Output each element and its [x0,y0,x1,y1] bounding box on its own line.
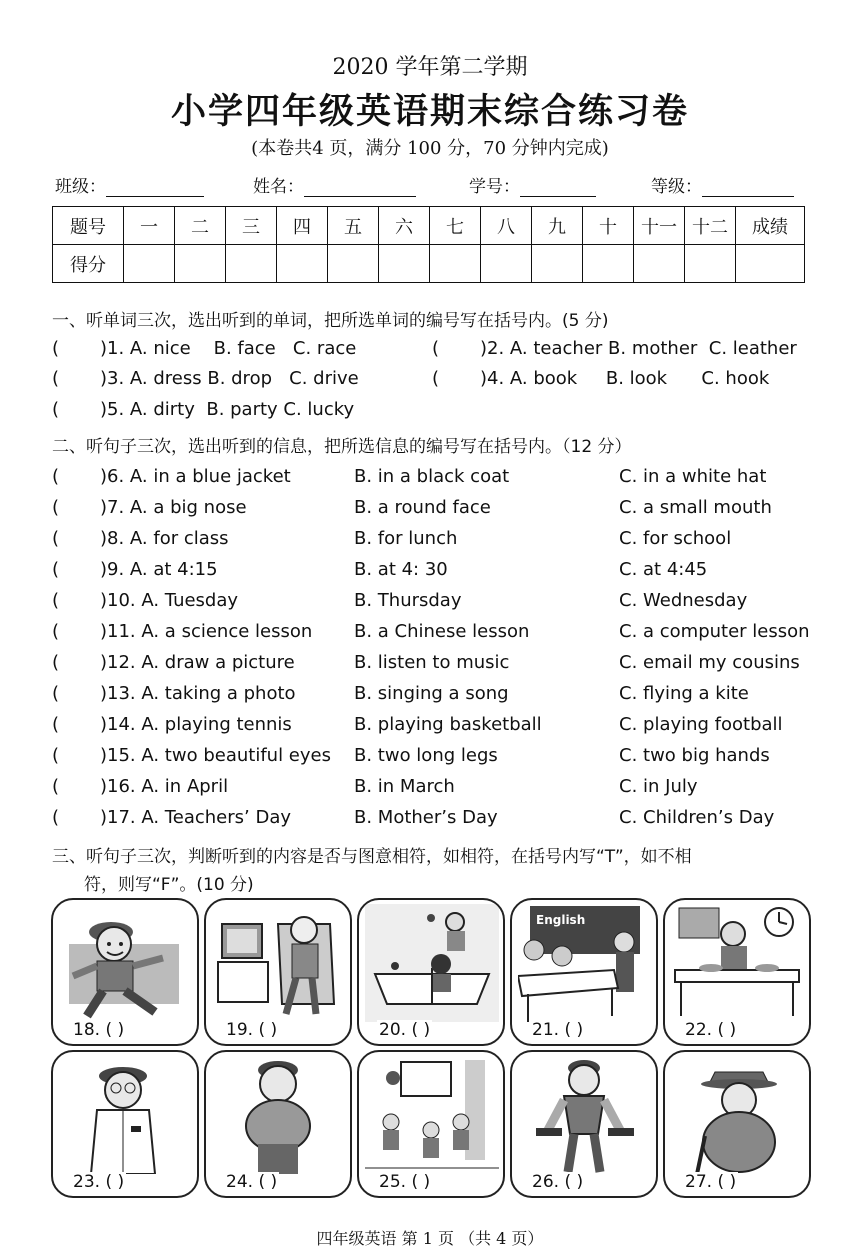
score-header-cell: 十一 [634,207,685,245]
picture-21 [510,898,658,1046]
picture-23 [51,1050,199,1198]
picture-25 [357,1050,505,1198]
option-b: B. a Chinese lesson [354,621,530,642]
score-header-cell: 十二 [685,207,736,245]
option-b: B. playing basketball [354,714,542,735]
option-c: C. playing football [619,714,783,735]
answer-label-23[interactable]: 23. ( ) [73,1172,125,1192]
question-row [52,399,822,425]
option-b: B. Thursday [354,590,462,611]
lunch-clock-illustration [671,904,805,1022]
answer-paren[interactable]: ( [52,368,60,389]
answer-label-20[interactable]: 20. ( ) [379,1020,431,1040]
score-cell[interactable] [583,245,634,283]
answer-paren[interactable]: ( [432,338,440,359]
option-a: )14. A. playing tennis [100,714,292,735]
option-a: )16. A. in April [100,776,229,797]
score-cell[interactable] [430,245,481,283]
score-table [52,206,805,283]
name-label: 姓名： [253,177,304,197]
answer-paren[interactable]: ( [52,714,60,735]
score-header-cell: 成绩 [736,207,805,245]
basketball-illustration [365,1056,499,1174]
score-table-score-row [53,245,805,283]
picture-24 [204,1050,352,1198]
option-b: B. singing a song [354,683,509,704]
question-options: )4. A. book B. look C. hook [480,368,770,389]
section-3-heading-line-2: 符，则写“F”。(10 分) [84,875,254,895]
answer-label-22[interactable]: 22. ( ) [685,1020,737,1040]
score-cell[interactable] [634,245,685,283]
option-a: )10. A. Tuesday [100,590,239,611]
option-a: )15. A. two beautiful eyes [100,745,331,766]
option-b: B. two long legs [354,745,498,766]
name-field[interactable] [253,172,416,197]
score-cell[interactable] [532,245,583,283]
option-a: )7. A. a big nose [100,497,247,518]
option-c: C. in a white hat [619,466,767,487]
score-cell[interactable] [736,245,805,283]
question-options: )1. A. nice B. face C. race [100,338,357,359]
question-row [52,497,822,523]
answer-paren[interactable]: ( [52,528,60,549]
question-options: )3. A. dress B. drop C. drive [100,368,359,389]
picture-22 [663,898,811,1046]
picture-26 [510,1050,658,1198]
option-a: )11. A. a science lesson [100,621,313,642]
option-b: B. a round face [354,497,491,518]
question-row [52,683,822,709]
score-header-cell: 七 [430,207,481,245]
score-header-cell: 九 [532,207,583,245]
grade-label: 等级： [651,177,702,197]
score-header-cell: 五 [328,207,379,245]
boy-running-illustration [59,904,193,1022]
option-a: )13. A. taking a photo [100,683,296,704]
answer-paren[interactable]: ( [432,368,440,389]
strong-man-dumbbells-illustration [518,1056,652,1174]
fat-boy-illustration [212,1056,346,1174]
picture-20 [357,898,505,1046]
option-b: B. listen to music [354,652,510,673]
school-year: 2020 学年第二学期 [332,55,528,80]
table-tennis-illustration [365,904,499,1022]
option-b: B. for lunch [354,528,458,549]
option-c: C. at 4:45 [619,559,708,580]
score-header-cell: 题号 [53,207,124,245]
score-header-cell: 二 [175,207,226,245]
score-cell[interactable] [277,245,328,283]
answer-label-21[interactable]: 21. ( ) [532,1020,584,1040]
class-field[interactable] [55,172,204,197]
picture-row-2 [51,1050,811,1200]
option-b: B. at 4: 30 [354,559,448,580]
answer-paren[interactable]: ( [52,466,60,487]
man-at-computer-illustration [212,904,346,1022]
option-c: C. email my cousins [619,652,800,673]
question-row [52,776,822,802]
question-row [52,559,822,585]
option-c: C. a computer lesson [619,621,810,642]
question-row [52,466,822,492]
answer-paren[interactable]: ( [52,559,60,580]
answer-paren[interactable]: ( [52,807,60,828]
answer-label-18[interactable]: 18. ( ) [73,1020,125,1040]
score-cell[interactable] [124,245,175,283]
student-number-field[interactable] [469,172,596,197]
english-classroom-illustration [518,904,652,1022]
section-1-heading: 一、听单词三次，选出听到的单词，把所选单词的编号写在括号内。(5 分) [52,311,609,331]
picture-18 [51,898,199,1046]
question-row [52,745,822,771]
answer-label-19[interactable]: 19. ( ) [226,1020,278,1040]
classroom-board-text: English [536,913,586,927]
option-a: )12. A. draw a picture [100,652,295,673]
section-3-heading-line-1: 三、听句子三次，判断听到的内容是否与图意相符，如相符，在括号内写“T”，如不相 [52,847,692,867]
answer-paren[interactable]: ( [52,683,60,704]
option-c: C. in July [619,776,698,797]
score-cell[interactable] [685,245,736,283]
picture-row-1 [51,898,811,1048]
score-cell[interactable] [175,245,226,283]
score-header-cell: 三 [226,207,277,245]
answer-paren[interactable]: ( [52,776,60,797]
option-a: )17. A. Teachers’ Day [100,807,291,828]
picture-27 [663,1050,811,1198]
score-header-cell: 一 [124,207,175,245]
answer-label-25[interactable]: 25. ( ) [379,1172,431,1192]
picture-19 [204,898,352,1046]
answer-paren[interactable]: ( [52,399,60,420]
score-table-header-row [53,207,805,245]
option-c: C. for school [619,528,732,549]
question-row [52,714,822,740]
question-row [52,652,822,678]
student-number-label: 学号： [469,177,520,197]
option-b: B. in March [354,776,455,797]
score-header-cell: 六 [379,207,430,245]
option-b: B. Mother’s Day [354,807,498,828]
answer-label-24[interactable]: 24. ( ) [226,1172,278,1192]
score-row-label: 得分 [53,245,124,283]
score-cell[interactable] [328,245,379,283]
grade-field[interactable] [651,172,794,197]
question-row [52,590,822,616]
question-options: )5. A. dirty B. party C. lucky [100,399,355,420]
answer-paren[interactable]: ( [52,745,60,766]
score-cell[interactable] [226,245,277,283]
class-label: 班级： [55,177,106,197]
question-row [52,807,822,833]
answer-label-26[interactable]: 26. ( ) [532,1172,584,1192]
answer-paren[interactable]: ( [52,621,60,642]
question-options: )2. A. teacher B. mother C. leather [480,338,797,359]
option-a: )9. A. at 4:15 [100,559,218,580]
score-header-cell: 十 [583,207,634,245]
question-row [52,528,822,554]
option-c: C. Children’s Day [619,807,775,828]
option-c: C. flying a kite [619,683,749,704]
answer-label-27[interactable]: 27. ( ) [685,1172,737,1192]
option-c: C. two big hands [619,745,770,766]
score-cell[interactable] [379,245,430,283]
doctor-illustration [59,1056,193,1174]
answer-paren[interactable]: ( [52,590,60,611]
question-row [52,368,822,394]
option-a: )6. A. in a blue jacket [100,466,291,487]
answer-paren[interactable]: ( [52,497,60,518]
question-row [52,338,822,364]
score-cell[interactable] [481,245,532,283]
answer-paren[interactable]: ( [52,652,60,673]
old-man-cane-illustration [671,1056,805,1174]
option-c: C. Wednesday [619,590,748,611]
score-header-cell: 八 [481,207,532,245]
option-a: )8. A. for class [100,528,229,549]
exam-title: 小学四年级英语期末综合练习卷 [170,92,689,132]
option-c: C. a small mouth [619,497,772,518]
exam-subtitle: (本卷共4 页，满分 100 分，70 分钟内完成) [251,138,609,159]
section-2-heading: 二、听句子三次，选出听到的信息，把所选信息的编号写在括号内。（12 分） [52,437,632,457]
page-footer: 四年级英语 第 1 页 （共 4 页） [316,1229,544,1248]
question-row [52,621,822,647]
score-header-cell: 四 [277,207,328,245]
answer-paren[interactable]: ( [52,338,60,359]
option-b: B. in a black coat [354,466,510,487]
